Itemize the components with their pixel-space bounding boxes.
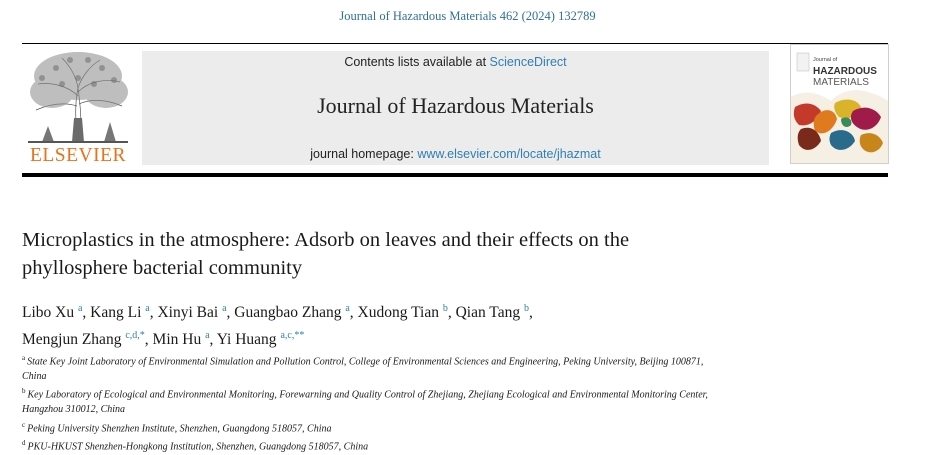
- author-affiliation-mark[interactable]: a: [222, 303, 227, 314]
- author-affiliation-mark[interactable]: b: [442, 303, 448, 314]
- author-affiliation-mark[interactable]: a: [345, 303, 350, 314]
- author-affiliation-mark[interactable]: a: [205, 330, 210, 342]
- author-name[interactable]: Libo Xu: [22, 304, 75, 322]
- article-title-line-2: phyllosphere bacterial community: [22, 257, 303, 279]
- author-separator: ,: [528, 304, 533, 322]
- cover-line-1: Journal of: [813, 57, 838, 63]
- affiliation-list: [22, 351, 902, 455]
- affiliation-continuation: Hangzhou 310012, China: [22, 404, 126, 416]
- article-title-line-1: Microplastics in the atmosphere: Adsorb on leaves and their effects on the: [22, 229, 630, 251]
- contents-line: [142, 55, 769, 69]
- author-separator: ,: [447, 304, 456, 322]
- author-affiliation-mark[interactable]: a: [145, 303, 150, 314]
- homepage-line: [142, 147, 769, 161]
- affiliation-mark: a: [22, 354, 26, 362]
- contents-prefix: Contents lists available at: [344, 55, 490, 69]
- author-affiliation-mark[interactable]: a: [77, 303, 83, 314]
- affiliation-mark: c: [22, 420, 26, 429]
- author-affiliation-mark[interactable]: c,d,*: [125, 330, 145, 342]
- elsevier-wordmark: ELSEVIER: [29, 145, 127, 166]
- author-name[interactable]: Yi Huang: [216, 331, 277, 349]
- header-bottom-rule: [22, 173, 888, 177]
- author-line-1: [22, 297, 902, 324]
- affiliation-item: [22, 384, 902, 403]
- homepage-prefix: journal homepage:: [310, 147, 418, 161]
- author-affiliation-mark[interactable]: b: [523, 303, 529, 314]
- author-affiliation-mark[interactable]: a,c,**: [280, 330, 305, 342]
- journal-name: Journal of Hazardous Materials: [317, 93, 594, 118]
- cover-title: [813, 55, 887, 88]
- affiliation-continuation: China: [22, 370, 47, 382]
- author-name[interactable]: Mengjun Zhang: [22, 331, 122, 349]
- affiliation-text: Key Laboratory of Ecological and Environmental Monitoring, Forewarning and Quality Control of Zhejiang, Zhejiang Ecological and Environmental Monitoring Center,: [27, 389, 708, 401]
- author-separator: ,: [149, 304, 158, 322]
- affiliation-text: PKU-HKUST Shenzhen-Hongkong Institution, Shenzhen, Guangdong 518057, China: [27, 441, 369, 453]
- affiliation-item: [22, 418, 902, 437]
- journal-cover-thumbnail[interactable]: [790, 44, 889, 164]
- author-separator: ,: [82, 304, 91, 322]
- affiliation-mark: d: [22, 439, 26, 448]
- affiliation-item: [22, 351, 902, 370]
- homepage-link[interactable]: www.elsevier.com/locate/jhazmat: [417, 147, 601, 161]
- affiliation-item: [22, 436, 902, 455]
- header-top-rule: [22, 43, 888, 44]
- affiliation-mark: b: [22, 387, 26, 396]
- author-separator: ,: [209, 331, 217, 349]
- author-separator: ,: [144, 331, 153, 349]
- cover-line-3: MATERIALS: [813, 77, 869, 88]
- article-title: [22, 226, 822, 282]
- sciencedirect-link[interactable]: ScienceDirect: [489, 55, 567, 69]
- author-separator: ,: [349, 304, 358, 322]
- author-name[interactable]: Min Hu: [152, 331, 202, 349]
- author-name[interactable]: Qian Tang: [455, 304, 521, 322]
- journal-banner: [142, 51, 769, 165]
- author-name[interactable]: Guangbao Zhang: [234, 304, 342, 322]
- affiliation-text: Peking University Shenzhen Institute, Shenzhen, Guangdong 518057, China: [27, 422, 332, 434]
- cover-line-2: HAZARDOUS: [813, 66, 877, 77]
- author-separator: ,: [226, 304, 235, 322]
- author-name[interactable]: Xudong Tian: [357, 304, 439, 322]
- author-name[interactable]: Xinyi Bai: [157, 304, 219, 322]
- author-list: [22, 297, 902, 351]
- author-line-2: [22, 324, 902, 351]
- affiliation-text: State Key Joint Laboratory of Environmental Simulation and Pollution Control, College of Environmental Sciences and Engineering, Peking University, Beijing 100871,: [27, 356, 704, 368]
- journal-citation[interactable]: Journal of Hazardous Materials 462 (2024) 132789: [339, 9, 596, 23]
- author-name[interactable]: Kang Li: [90, 304, 142, 322]
